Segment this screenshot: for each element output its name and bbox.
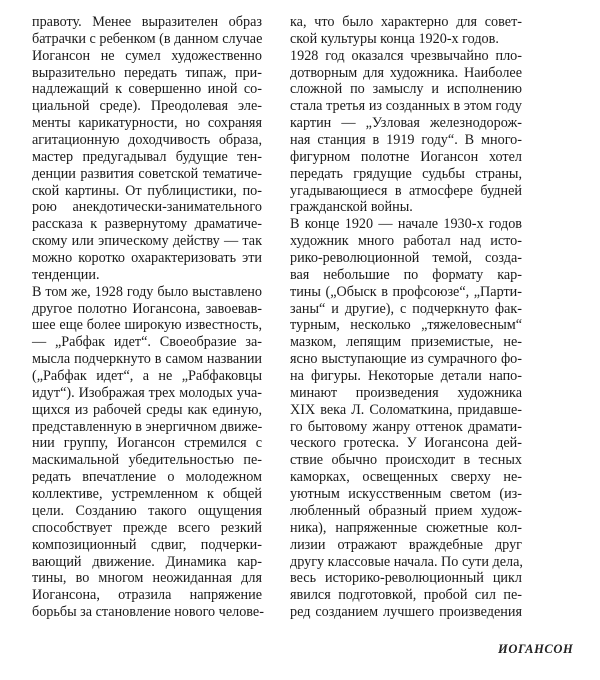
text-line: рассказа к развернутому драматиче- <box>32 216 262 233</box>
text-line: весь историко-революционный цикл <box>290 570 522 587</box>
text-line: сложной по замыслу и исполнению <box>290 81 522 98</box>
text-line: щихся из рабочей среды как единую, <box>32 401 262 418</box>
text-line: скому или эпическому действу — так <box>32 233 262 250</box>
text-line: выразительно передать типаж, при- <box>32 64 262 81</box>
text-line: представленную в энергичном движе- <box>32 418 263 435</box>
right-text-column <box>290 14 522 621</box>
text-line: уютным искусственным светом (из- <box>290 486 522 503</box>
text-line: другу классовые начала. По сути дела, <box>290 553 523 570</box>
text-line: рико-революционной темой, созда- <box>290 250 522 267</box>
text-line: ческого гротеска. У Иогансона дей- <box>290 435 522 452</box>
text-line: цели. Созданию такого ощущения <box>32 502 262 519</box>
text-line: рою анекдотически-занимательного <box>32 199 262 216</box>
text-line: („Рабфак идет“, а не „Рабфаковцы <box>32 368 262 385</box>
text-line: ской картины. От публицистики, по- <box>32 182 262 199</box>
text-line: XIX века Л. Соломаткина, придавше- <box>290 401 522 418</box>
text-line: мастер предугадывал будущие тен- <box>32 148 262 165</box>
text-line: борьбы за становление нового челове- <box>32 604 264 621</box>
text-line: ред созданием лучшего произведения <box>290 604 522 621</box>
text-line: тины („Обыск в профсоюзе“, „Парти- <box>290 283 522 300</box>
text-line: денции развития советской тематиче- <box>32 165 262 182</box>
text-line: Иогансон не сумел художественно <box>32 47 262 64</box>
text-line: тины, во многом неожиданная для <box>32 570 262 587</box>
text-line: угадывающиеся в атмосфере будней <box>290 182 522 199</box>
text-line: ника), напряженные сюжетные кол- <box>290 519 522 536</box>
text-line: художник много работал над исто- <box>290 233 522 250</box>
text-line: маскимальной убедительностью пе- <box>32 452 262 469</box>
text-line: лизии отражают враждебные друг <box>290 536 522 553</box>
text-line: заны“ и другие), с подчеркнуто фак- <box>290 300 522 317</box>
text-line: можно коротко охарактеризовать эти <box>32 250 262 267</box>
text-line: В конце 1920 — начале 1930-х годов <box>290 216 522 233</box>
text-line: дотворным для художника. Наиболее <box>290 64 522 81</box>
text-line: мысла подчеркнуто в самом названии <box>32 351 262 368</box>
text-line: батрачки с ребенком (в данном случае <box>32 30 263 47</box>
text-line: ской культуры конца 1920-х годов. <box>290 30 499 47</box>
text-line: вающий движение. Динамика кар- <box>32 553 262 570</box>
text-line: нии группу, Иогансон стремился с <box>32 435 262 452</box>
text-line: ясно выступающие из сумрачного фо- <box>290 351 522 368</box>
text-line: го бытовому жанру оттенок драмати- <box>290 418 522 435</box>
text-line: 1928 год оказался чрезвычайно пло- <box>290 47 522 64</box>
text-line: шее еще более широкую известность, <box>32 317 262 334</box>
text-line: вая небольшие по формату кар- <box>290 266 522 283</box>
text-line: каморках, освещенных сверху не- <box>290 469 522 486</box>
text-line: агитационную доходчивость образа, <box>32 132 262 149</box>
text-line: минают произведения художника <box>290 384 522 401</box>
text-line: любленный образный прием худож- <box>290 502 522 519</box>
text-line: стала третья из созданных в этом году <box>290 98 522 115</box>
text-line: надлежащий к совершенно иной со- <box>32 81 262 98</box>
text-line: редать впечатление о молодежном <box>32 469 262 486</box>
text-line: мазком, лепящим приземистые, не- <box>290 334 522 351</box>
running-footer: ИОГАНСОН <box>498 642 574 656</box>
text-line: ка, что было характерно для совет- <box>290 14 522 30</box>
text-line: картин — „Узловая железнодорож- <box>290 115 522 132</box>
text-line: В том же, 1928 году было выставлено <box>32 283 262 300</box>
text-line: коллективе, устремленном к общей <box>32 486 262 503</box>
text-line: тенденции. <box>32 266 100 283</box>
text-line: другое полотно Иогансона, завоевав- <box>32 300 262 317</box>
text-line: правоту. Менее выразителен образ <box>32 14 262 30</box>
left-text-column <box>32 14 262 621</box>
text-line: композиционный сдвиг, подчерки- <box>32 536 262 553</box>
text-line: Иогансона, отразила напряжение <box>32 587 262 604</box>
text-line: явился подготовкой, пробой сил пе- <box>290 587 522 604</box>
text-line: ствие обычно происходит в тесных <box>290 452 522 469</box>
text-line: турным, несколько „тяжеловесным“ <box>290 317 522 334</box>
text-line: на фигуры. Некоторые детали напо- <box>290 368 522 385</box>
text-line: циальной среде). Преодолевая эле- <box>32 98 262 115</box>
text-line: ная станция в 1919 году“. В много- <box>290 132 522 149</box>
text-line: гражданской войны. <box>290 199 413 216</box>
text-line: передать грядущие судьбы страны, <box>290 165 522 182</box>
text-line: — „Рабфак идет“. Своеобразие за- <box>32 334 262 351</box>
text-line: способствует прежде всего резкий <box>32 519 262 536</box>
text-line: фигурном полотне Иогансон хотел <box>290 148 522 165</box>
text-line: менты карикатурности, но сохраняя <box>32 115 262 132</box>
text-line: идут“). Изображая трех молодых уча- <box>32 384 262 401</box>
